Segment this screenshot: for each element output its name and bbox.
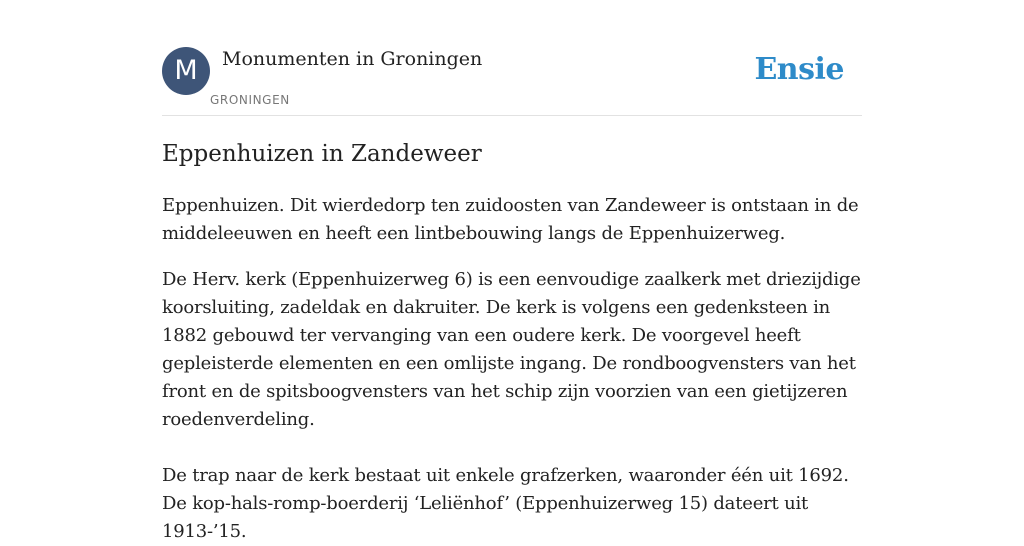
page-title: Eppenhuizen in Zandeweer bbox=[162, 141, 482, 167]
article-paragraph: De Herv. kerk (Eppenhuizerweg 6) is een eenvoudige zaalkerk met driezijdige koorsluiting, zadeldak en dakruiter. De kerk is volgens een gedenksteen in 1882 gebouwd ter vervanging van een oudere kerk. De voorgevel heeft gepleisterde elementen en een omlijste ingang. De rondboogvensters van het front en de spitsboogvensters van het schip zijn voorzien van een gietijzeren roedenverdeling. bbox=[162, 269, 861, 430]
ensie-logo[interactable]: Ensie bbox=[754, 52, 844, 87]
article-paragraph: De trap naar de kerk bestaat uit enkele grafzerken, waaronder één uit 1692. De kop-hals-romp-boerderij ‘Leliënhof’ (Eppenhuizerweg 15) dateert uit 1913-’15. bbox=[162, 465, 849, 542]
avatar[interactable]: M bbox=[162, 47, 210, 95]
site-header bbox=[162, 46, 862, 116]
region-label[interactable]: GRONINGEN bbox=[210, 93, 290, 107]
article bbox=[162, 136, 862, 546]
site-title-link[interactable]: Monumenten in Groningen bbox=[222, 48, 483, 70]
article-paragraph: Eppenhuizen. Dit wierdedorp ten zuidoosten van Zandeweer is ontstaan in de middeleeuwen en heeft een lintbebouwing langs de Eppenhuizerweg. bbox=[162, 195, 859, 244]
